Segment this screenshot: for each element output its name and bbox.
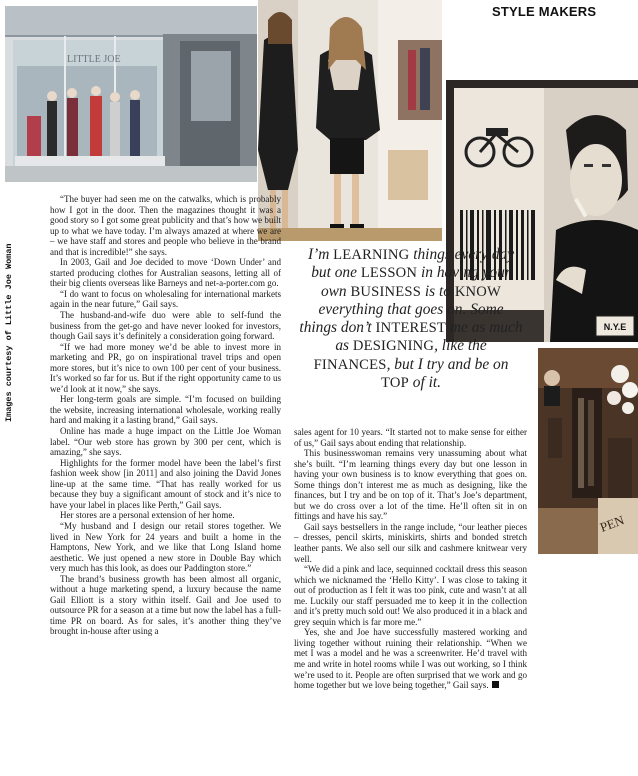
article-paragraph: “We did a pink and lace, sequinned cocktail dress this season which we nicknamed the ‘Hello Kitty’. I was close to taking it out of production as I felt it was too pink, cute and wasn’t at all me. Luckily our staff persuaded me to keep it in the collection and it’s pretty much sold out! We also produced it in a black and grey sequin which is far more me.” bbox=[294, 564, 528, 627]
pull-quote-emphasis: LEARNING bbox=[333, 247, 410, 263]
article-paragraph: This businesswoman remains very unassuming about what she’s built. “I’m learning things every day but one lesson in having your own business is to know everything that goes on. Some things don’t interest me as much as designing, like the finances, but I try and be on top of it. That’s Joe’s department, but we do cross over a lot of the time. He’ll often sit in on fittings and have his say.” bbox=[294, 448, 527, 522]
article-paragraph: “I do want to focus on wholesaling for international markets again in the near future,” Gail says. bbox=[50, 288, 281, 310]
pull-quote-emphasis: DESIGNING bbox=[352, 338, 435, 355]
pull-quote-emphasis: LESSON bbox=[360, 265, 418, 282]
article-paragraph: In 2003, Gail and Joe decided to move ‘Down Under’ and started producing clothes for Australian seasons, letting all of their big clients overseas like Barneys and net-a-porter.com go. bbox=[50, 257, 281, 289]
pen-sign-text: PEN bbox=[597, 512, 627, 535]
article-paragraph: The brand’s business growth has been almost all organic, without a huge marketing spend, a luxury because the name Gail Elliott is a story within itself. Gail and Joe used to outsource PR for a season at a time but now the label has a full-time PR on board. As for sales, it’s another thing they’ve brought in-house after using a bbox=[50, 573, 281, 637]
right-column bbox=[294, 427, 527, 691]
article-paragraph: Gail says bestsellers in the range include, “our leather pieces – dresses, pencil skirts, miniskirts, shirts and bonded stretch leather pants. We also sell our silk and cashmere knitwear very well. bbox=[294, 521, 527, 564]
article-paragraph: Yes, she and Joe have successfully mastered working and living together without ruining their relationship. “When we met I was a model and he was a screenwriter. He’d travel with me and write in hotel rooms while I was out working, so I think we’re used to it. People are often surprised that we work and go home together but we love being together,” Gail says. bbox=[294, 627, 527, 691]
article-paragraph: Online has made a huge impact on the Little Joe Woman label. “Our web store has grown by 300 per cent, which is amazing,” she says. bbox=[50, 426, 281, 458]
store-front-photo bbox=[5, 6, 257, 182]
women-photo bbox=[258, 0, 442, 241]
pull-quote-text: everything that goes on. Some things don’t bbox=[299, 300, 504, 337]
pull-quote-text: , but I try and be on bbox=[386, 355, 509, 373]
end-mark bbox=[492, 681, 499, 688]
pull-quote-emphasis: BUSINESS bbox=[350, 283, 422, 300]
pull-quote-emphasis: KNOW bbox=[454, 283, 502, 300]
article-paragraph: Her long-term goals are simple. “I’m focused on building the website, increasing international wholesale, working really hard and making it a lasting brand,” Gail says. bbox=[50, 394, 281, 426]
pull-quote-text: things every day but one bbox=[311, 246, 515, 282]
article-paragraph: “The buyer had seen me on the catwalks, which is probably how I got in the door. Then the magazines thought it was a good story so I got some great publicity and that’s how we built up to what we have today. I’m always amazed at where we are – we have staff and stores and people who believe in the brand and that is incredible!” she says. bbox=[50, 194, 281, 257]
nye-sign-text: N.Y.E bbox=[603, 322, 627, 332]
pull-quote-emphasis: TOP bbox=[381, 375, 409, 392]
article-paragraph: Highlights for the former model have been the label’s first fashion week show [in 2011] and also joining the David Jones line-up at the same time. “That has really worked for us because they buy a significant amount of stock and it’s nice to have your label in places like Perth,” Gail says. bbox=[50, 457, 281, 510]
article-paragraph: “My husband and I design our retail stores together. We lived in New York for 24 years and built a home in the Hamptons, New York, and we like that Long Island home aesthetic. We just opened a new store in Double Bay which very much has this look, as does our Paddington store.” bbox=[50, 520, 281, 574]
image-credit: Images courtesy of Little Joe Woman bbox=[4, 243, 14, 422]
section-title: STYLE MAKERS bbox=[492, 4, 597, 19]
pull-quote-text: of it. bbox=[408, 374, 441, 392]
pull-quote bbox=[298, 246, 524, 392]
article-paragraph: Her stores are a personal extension of her home. bbox=[60, 510, 235, 521]
article-paragraph: The husband-and-wife duo were able to self-fund the business from the get-go and have never looked for investors, though Gail says it’s definitely a consideration going forward. bbox=[50, 310, 281, 342]
pull-quote-emphasis: FINANCES bbox=[313, 356, 387, 373]
pull-quote-text: in having your own bbox=[320, 264, 511, 300]
article-paragraph: sales agent for 10 years. “It started not to make sense for either of us,” Gail says about ending that relationship. bbox=[294, 427, 527, 448]
pull-quote-text: me as much as bbox=[335, 319, 523, 355]
interior-photo bbox=[538, 348, 638, 554]
pull-quote-text: , like the bbox=[434, 337, 487, 355]
store-sign-text: LITTLE JOE bbox=[67, 54, 121, 65]
pull-quote-emphasis: INTEREST bbox=[375, 320, 447, 337]
left-column bbox=[50, 194, 281, 637]
pull-quote-text: I’m bbox=[307, 246, 334, 263]
article-paragraph: “If we had more money we’d be able to invest more in marketing and PR, go on inspirational travel trips and open more stores, but it’s nice to own 100 per cent of your business. It’s worked so far for us. But if the right opportunity came to us we’d look at it now,” she says. bbox=[50, 341, 281, 394]
pull-quote-text: is to bbox=[421, 282, 455, 300]
